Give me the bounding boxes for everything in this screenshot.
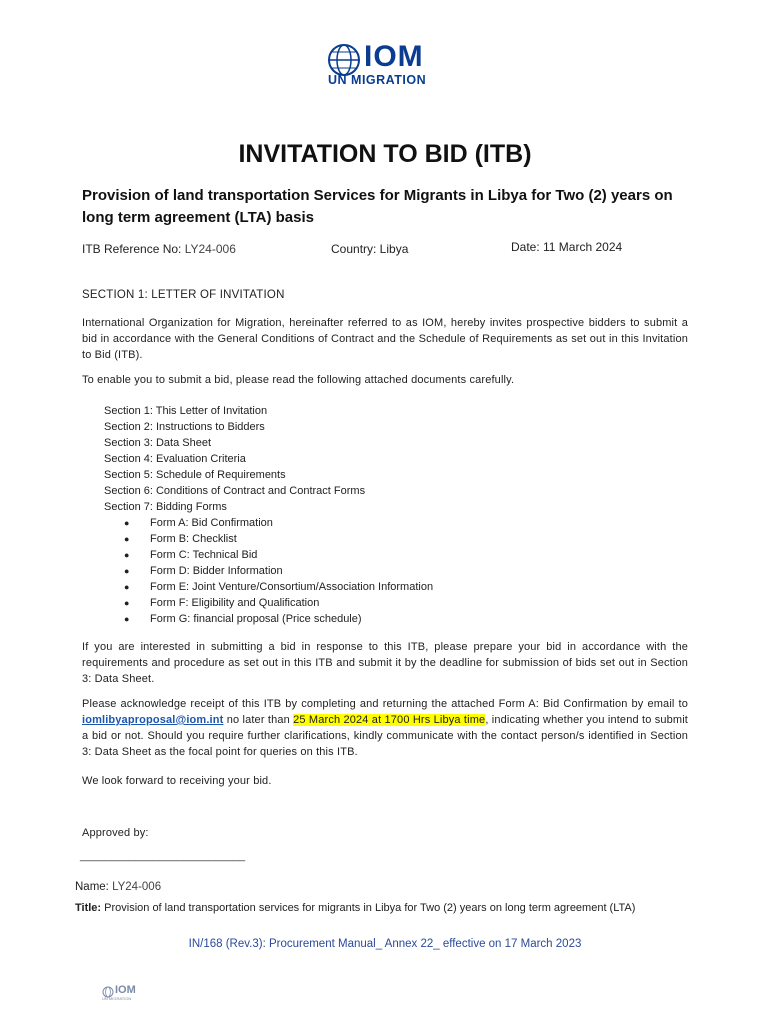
bullet-icon: ● xyxy=(124,534,130,544)
bullet-icon: ● xyxy=(124,582,130,592)
logo-main-text: IOM xyxy=(364,40,424,73)
approved-by-label: Approved by: xyxy=(82,827,149,839)
date: Date: 11 March 2024 xyxy=(511,240,623,254)
logo-sub-text: UN MIGRATION xyxy=(328,73,427,87)
section-heading: SECTION 1: LETTER OF INVITATION xyxy=(82,289,285,301)
email-link[interactable]: iomlibyaproposal@iom.int xyxy=(82,714,224,726)
list-item: ● Form A: Bid Confirmation xyxy=(124,517,273,529)
list-item: Section 1: This Letter of Invitation xyxy=(104,405,268,417)
list-item: Section 7: Bidding Forms xyxy=(104,501,227,513)
list-item: Section 4: Evaluation Criteria xyxy=(104,453,246,465)
bullet-icon: ● xyxy=(124,550,130,560)
list-item: Section 5: Schedule of Requirements xyxy=(104,469,286,481)
itb-reference xyxy=(82,242,236,256)
list-item: Section 2: Instructions to Bidders xyxy=(104,421,265,433)
bullet-icon: ● xyxy=(124,518,130,528)
list-item: ● Form C: Technical Bid xyxy=(124,549,258,561)
acknowledge-paragraph: Please acknowledge receipt of this ITB by completing and returning the attached Form A: Bid Confirmation by email to iomlibyaproposal@iom.int no later than 25 March 2024 at 1700 Hrs Libya time, indicating whether you intend to submit a bid or not. Should you require further clarifications, kindly communicate with the contact person/s identified in Section 3: Data Sheet as the focal point for queries on this ITB. xyxy=(82,698,689,758)
itb-reference-label: ITB Reference No: xyxy=(82,242,185,256)
list-item: ● Form F: Eligibility and Qualification xyxy=(124,597,320,609)
list-item: ● Form D: Bidder Information xyxy=(124,565,283,577)
small-iom-logo: IOM UN MIGRATION xyxy=(102,984,136,1001)
list-item: ● Form E: Joint Venture/Consortium/Association Information xyxy=(124,581,434,593)
list-item: ● Form G: financial proposal (Price schedule) xyxy=(124,613,362,625)
list-item: Section 3: Data Sheet xyxy=(104,437,212,449)
forms-list xyxy=(124,515,433,627)
footer-reference: IN/168 (Rev.3): Procurement Manual_ Annex 22_ effective on 17 March 2023 xyxy=(188,938,582,950)
bullet-icon: ● xyxy=(124,598,130,608)
list-item: Section 6: Conditions of Contract and Contract Forms xyxy=(104,485,366,497)
submission-paragraph: If you are interested in submitting a bid in response to this ITB, please prepare your bid in accordance with the requirements and procedure as set out in this ITB and submit it by the deadline for submission of bids set out in Section 3: Data Sheet. xyxy=(82,641,688,685)
iom-logo xyxy=(326,40,446,90)
intro-paragraph: International Organization for Migration, hereinafter referred to as IOM, hereby invites prospective bidders to submit a bid in accordance with the General Conditions of Contract and the Schedule of Requirements as set out in this Invitation to Bid (ITB). xyxy=(82,317,688,361)
closing-paragraph: We look forward to receiving your bid. xyxy=(82,775,272,787)
document-title: INVITATION TO BID (ITB) xyxy=(238,140,532,168)
instructions-paragraph: To enable you to submit a bid, please read the following attached documents carefully. xyxy=(82,374,515,386)
sections-list xyxy=(104,403,365,515)
deadline-highlight: 25 March 2024 at 1700 Hrs Libya time xyxy=(293,714,486,726)
country: Country: Libya xyxy=(331,242,409,256)
bullet-icon: ● xyxy=(124,614,130,624)
list-item: ● Form B: Checklist xyxy=(124,533,237,545)
itb-reference-value: LY24-006 xyxy=(184,242,236,256)
signature-line: ___________________________ xyxy=(80,850,246,862)
name-field: Name: LY24-006 xyxy=(75,881,162,893)
title-field: Title: Provision of land transportation services for migrants in Libya for Two (2) years on long term agreement (LTA) xyxy=(75,902,636,914)
bullet-icon: ● xyxy=(124,566,130,576)
document-subtitle: Provision of land transportation Services for Migrants in Libya for Two (2) years on long term agreement (LTA) basis xyxy=(82,187,673,226)
